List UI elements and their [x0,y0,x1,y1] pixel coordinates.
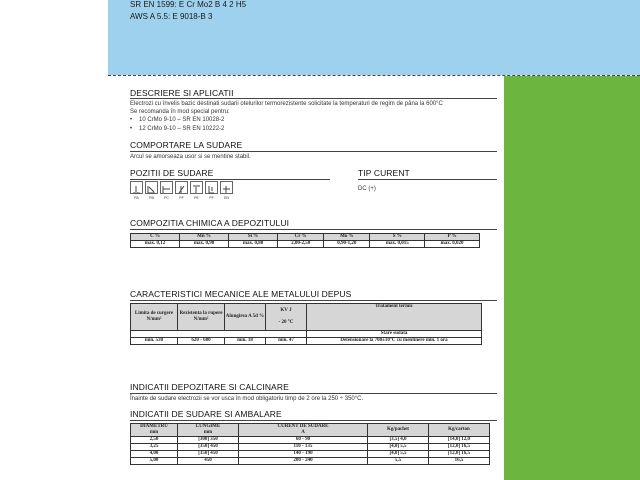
table-cell: 200 - 240 [239,458,368,465]
table-cell: [12,0] 16,5 [429,451,490,458]
section-title-depozitare: INDICATII DEPOZITARE SI CALCINARE [130,382,289,392]
table-row [131,451,490,458]
section-rule [358,179,497,180]
table-cell: max. 0,020 [425,241,480,248]
descriere-text-2: Se recomanda în mod special pentru: [130,109,230,115]
table-cell: min. 18 [225,338,266,345]
table-header-cell: Mo % [324,234,370,241]
table-cell: [350] 450 [178,444,239,451]
table-cell: 4,00 [131,451,178,458]
bullet-item: • 10 CrMo 9-10 – SR EN 10028-2 [130,117,225,123]
bullet-item: • 12 CrMo 9-10 – SR EN 10222-2 [130,126,225,132]
position-pe-icon [190,181,203,194]
table-header-cell: S % [370,234,425,241]
section-title-tip-curent: TIP CURENT [358,168,410,178]
table-cell [131,331,307,338]
section-rule [130,229,497,230]
chemical-composition-table [130,233,480,248]
mechanical-properties-table [130,303,482,345]
kv-label: KV J [280,308,292,313]
table-cell: Stare sudata [307,331,482,338]
section-rule [130,179,330,180]
table-cell: [300] 350 [178,437,239,444]
table-header-cell: DIAMETRU mm [131,424,178,437]
table-header-cell: Tratament termic [307,304,482,331]
table-header-cell: C % [131,234,180,241]
position-pc-icon [160,181,173,194]
position-pb-icon [145,181,158,194]
table-cell: max. 0,80 [229,241,278,248]
table-cell: 110 - 135 [239,444,368,451]
section-rule [130,300,497,301]
standard-sr-en: SR EN 1599: E Cr Mo2 B 4 2 H5 [130,0,247,9]
position-label: PC [164,196,169,200]
table-cell: max. 0,90 [180,241,229,248]
table-header-cell: Si % [229,234,278,241]
tip-curent-value: DC (+) [358,186,376,192]
section-title-compozitia: COMPOZITIA CHIMICA A DEPOZITULUI [130,218,290,228]
position-pf2-icon [205,181,218,194]
section-title-ambalare: INDICATII DE SUDARE SI AMBALARE [130,409,282,419]
position-label: PF [209,196,214,200]
table-cell: 5,00 [131,458,178,465]
position-label: PE [194,196,199,200]
table-row [131,458,490,465]
table-cell: [4,0] 5,5 [368,444,429,451]
position-label: EN [224,196,229,200]
standard-aws: AWS A 5.5: E 9018-B 3 [130,12,213,21]
table-header-cell: Limita de curgere N/mm² [131,304,178,331]
side-green-band [504,76,640,480]
table-cell: min. 47 [266,338,307,345]
section-title-caracteristici: CARACTERISTICI MECANICE ALE METALULUI DEPUS [130,289,352,299]
header-band [108,0,640,75]
table-cell: 2,50 [131,437,178,444]
table-header-cell: Kg/pachet [368,424,429,437]
table-cell: [350] 450 [178,451,239,458]
table-cell: Detensionare la 700±10°C cu mentinere min. 1 ora [307,338,482,345]
table-cell: 450 [178,458,239,465]
table-header-cell: Kg/carton [429,424,490,437]
comportare-text: Arcul se amorseaza usor si se mentine stabil. [130,154,251,160]
table-header-cell: Mn % [180,234,229,241]
table-row [131,444,490,451]
depozitare-text: Înainte de sudare electrozii se vor usca în mod obligatoriu timp de 2 ore la 250 ÷ 350°C. [130,396,364,402]
section-title-comportare: COMPORTARE LA SUDARE [130,140,243,150]
table-cell: 2,00-2,50 [278,241,324,248]
section-title-descriere: DESCRIERE SI APLICATII [130,88,234,98]
table-cell: min. 530 [131,338,178,345]
table-cell: 16,5 [429,458,490,465]
section-rule [130,393,497,394]
table-header-cell: P % [425,234,480,241]
section-rule [130,151,497,152]
table-cell: max. 0,12 [131,241,180,248]
table-header-cell: LUNGIME mm [178,424,239,437]
section-title-pozitii: POZITII DE SUDARE [130,168,214,178]
table-cell: 3,25 [131,444,178,451]
section-rule [130,98,497,99]
table-cell: [4,0] 5,5 [368,451,429,458]
section-rule [130,420,497,421]
table-header-cell: Alungirea A 5d % [225,304,266,331]
table-row [131,437,490,444]
kv-temp: - 20 °C [278,320,294,325]
table-cell: 0,90-1,20 [324,241,370,248]
position-label: PF [179,196,184,200]
position-en-icon [220,181,233,194]
table-cell: max. 0,015 [370,241,425,248]
packaging-table [130,423,490,465]
position-pf-icon [175,181,188,194]
table-header-cell: Cr % [278,234,324,241]
table-cell: [12,0] 16,5 [429,444,490,451]
table-cell: [14,0] 12,0 [429,437,490,444]
position-label: PB [149,196,154,200]
table-cell: 620 - 680 [178,338,225,345]
table-header-cell [266,304,307,331]
table-cell: 5,5 [368,458,429,465]
table-header-cell: Rezistenta la rupere N/mm² [178,304,225,331]
table-cell: [3,5] 4,0 [368,437,429,444]
table-cell: 60 - 90 [239,437,368,444]
position-label: PA [134,196,139,200]
table-cell: 140 - 190 [239,451,368,458]
descriere-text: Electrozi cu învelis bazic destinati sudarii otelurilor termorezistente solicitate la temperaturi de regim de pâna la 600°C [130,101,443,107]
position-pa-icon [130,181,143,194]
table-header-cell: CURENT DE SUDARE A [239,424,368,437]
